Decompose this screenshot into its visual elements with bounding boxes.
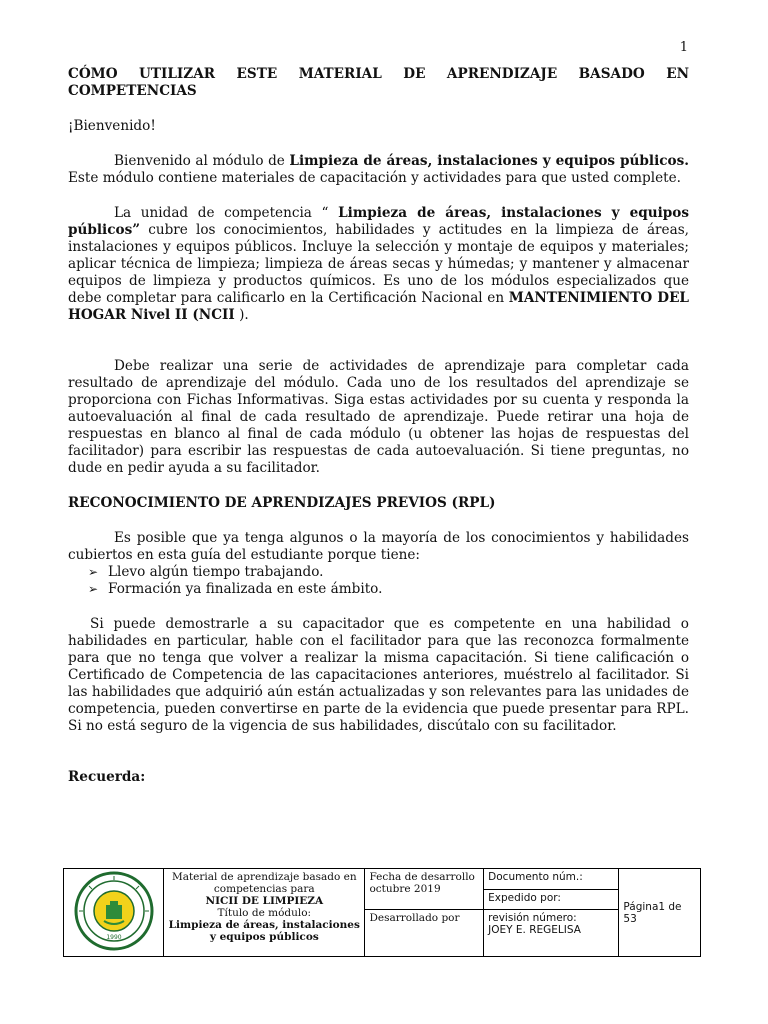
rpl-intro-paragraph: Es posible que ya tenga algunos o la mayoría de los conocimientos y habilidades cubiertos en esta guía del estudiante porque tiene: — [68, 530, 689, 563]
document-body — [68, 66, 689, 786]
desarrollado-cell: Desarrollado por — [365, 910, 484, 957]
activities-paragraph: Debe realizar una serie de actividades de aprendizaje para completar cada resultado de aprendizaje del módulo. Cada uno de los resultados del aprendizaje se proporciona con Fichas Informativas. Siga estas actividades por su cuenta y responda la autoevaluación al final de cada resultado de aprendizaje. Puede retirar una hoja de respuestas en blanco al final de cada módulo (u obtener las hojas de respuestas del facilitador) para escribir las respuestas de cada autoevaluación. Si tiene preguntas, no dude en pedir ayuda a su facilitador. — [68, 358, 689, 476]
module-title: Limpieza de áreas, instalaciones y equipos públicos — [168, 919, 360, 943]
fecha-value: octubre 2019 — [369, 883, 441, 895]
arrow-bullet-icon: ➢ — [88, 582, 99, 596]
page-number: 1 — [679, 40, 688, 55]
revision-cell: revisión número: JOEY E. REGELISA — [484, 910, 619, 957]
list-item: ➢ Formación ya finalizada en este ámbito. — [88, 581, 383, 597]
recuerda-heading: Recuerda: — [68, 769, 146, 785]
expedido-cell: Expedido por: — [484, 889, 619, 910]
rpl-bullet-list — [68, 564, 689, 598]
rpl-detail-paragraph: Si puede demostrarle a su capacitador que es competente en una habilidad o habilidades en particular, hable con el facilitador para que las reconozca formalmente para que no tenga que volver a realizar la misma capacitación. Si tiene calificación o Certificado de Competencia de las capacitaciones anteriores, muéstrelo al facilitador. Si las habilidades que adquirió aún están actualizadas y son relevantes para las unidades de competencia, pueden convertirse en parte de la evidencia que puede presentar para RPL. Si no está seguro de la vigencia de sus habilidades, discútalo con su facilitador. — [68, 616, 689, 734]
document-footer-table — [63, 868, 701, 957]
intro-paragraph: Bienvenido al módulo de Limpieza de áreas, instalaciones y equipos públicos. Este módulo contiene materiales de capacitación y actividades para que usted complete. — [68, 153, 689, 186]
author-name: JOEY E. REGELISA — [488, 924, 581, 936]
module-info-cell: Material de aprendizaje basado en competencias para NICII DE LIMPIEZA Título de módulo: Limpieza de áreas, instalaciones y equipos públicos — [164, 869, 365, 957]
rpl-heading: RECONOCIMIENTO DE APRENDIZAJES PREVIOS (RPL) — [68, 495, 496, 511]
list-item: ➢ Llevo algún tiempo trabajando. — [88, 564, 324, 580]
arrow-bullet-icon: ➢ — [88, 565, 99, 579]
school-seal-logo — [74, 871, 154, 951]
fecha-cell: Fecha de desarrollo octubre 2019 — [365, 869, 484, 910]
page-count-cell: Página1 de 53 — [619, 869, 701, 957]
logo-year: 1990 — [105, 934, 122, 941]
logo-cell — [64, 869, 164, 957]
documento-cell: Documento núm.: — [484, 869, 619, 890]
competency-paragraph: La unidad de competencia “ Limpieza de áreas, instalaciones y equipos públicos” cubre los conocimientos, habilidades y actitudes en la limpieza de áreas, instalaciones y equipos públicos. Incluye la selección y montaje de equipos y materiales; aplicar técnica de limpieza; limpieza de áreas secas y húmedas; y mantener y almacenar equipos de limpieza y productos químicos. Es uno de los módulos especializados que debe completar para calificarlo en la Certificación Nacional en MANTENIMIENTO DEL HOGAR Nivel II (NCII ). — [68, 205, 690, 323]
page-title: CÓMO UTILIZAR ESTE MATERIAL DE APRENDIZAJE BASADO EN COMPETENCIAS — [68, 66, 689, 99]
qualification-name: NICII DE LIMPIEZA — [205, 895, 324, 907]
welcome-text: ¡Bienvenido! — [68, 118, 156, 134]
